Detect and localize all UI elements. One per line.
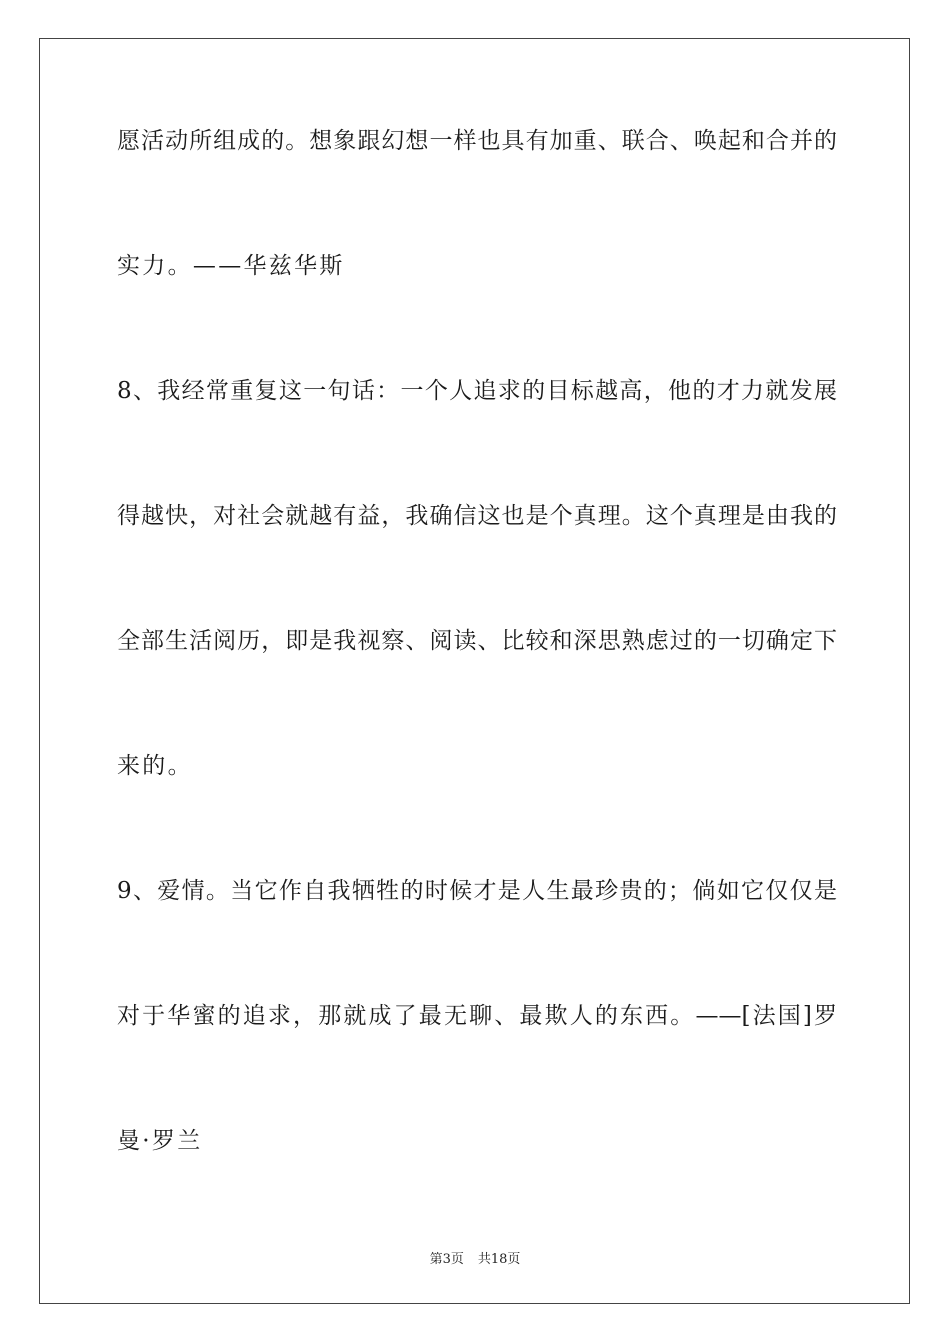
text-line-7: 9、爱情。当它作自我牺牲的时候才是人生最珍贵的；倘如它仅仅是 — [117, 878, 837, 904]
text-line-8: 对于华蜜的追求，那就成了最无聊、最欺人的东西。——[法国]罗 — [117, 1003, 837, 1029]
text-line-4: 得越快，对社会就越有益，我确信这也是个真理。这个真理是由我的 — [117, 503, 837, 529]
page-number: 第3页 — [429, 1252, 464, 1267]
text-line-3: 8、我经常重复这一句话：一个人追求的目标越高，他的才力就发展 — [117, 378, 837, 404]
text-line-9: 曼·罗兰 — [117, 1128, 203, 1154]
text-line-1: 愿活动所组成的。想象跟幻想一样也具有加重、联合、唤起和合并的 — [117, 128, 837, 154]
page-footer — [0, 1248, 950, 1267]
text-line-2: 实力。——华兹华斯 — [117, 253, 345, 279]
page-total: 共18页 — [477, 1252, 521, 1267]
text-line-5: 全部生活阅历，即是我视察、阅读、比较和深思熟虑过的一切确定下 — [117, 628, 837, 654]
document-body — [117, 127, 837, 1155]
text-line-6: 来的。 — [117, 753, 193, 779]
